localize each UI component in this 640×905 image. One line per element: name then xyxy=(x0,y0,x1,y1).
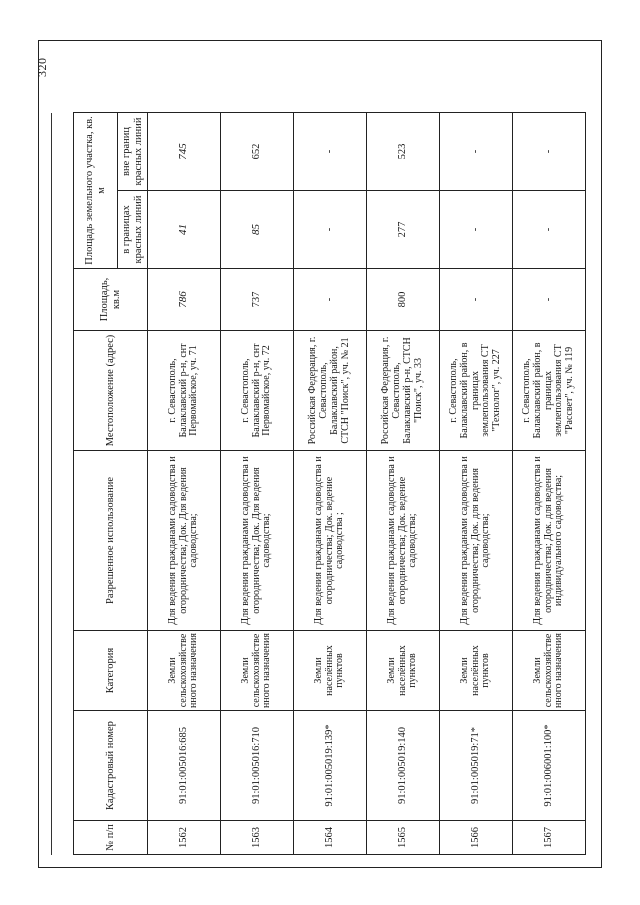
cell-outside-red: - xyxy=(440,112,513,190)
table-row xyxy=(294,112,367,854)
cell-location: Российская Федерация, г. Севастополь, Балаклавский р-н, СТСН "Поиск", уч. 33 xyxy=(367,331,440,451)
cell-inside-red: 41 xyxy=(148,191,221,269)
table-row xyxy=(148,112,221,854)
cell-num: 1563 xyxy=(221,821,294,855)
header-outside-red-lines: вне границ красных линий xyxy=(118,112,148,190)
header-usage: Разрешенное использование xyxy=(74,451,148,631)
cell-outside-red: - xyxy=(294,112,367,190)
cell-category: Земли населённых пунктов xyxy=(440,631,513,711)
cell-area: 737 xyxy=(221,269,294,331)
cell-area: - xyxy=(294,269,367,331)
cell-outside-red: 745 xyxy=(148,112,221,190)
table-row xyxy=(440,112,513,854)
table-row xyxy=(367,112,440,854)
cell-usage: Для ведения гражданами садоводства и огородничества; Док. Для ведения садоводства; xyxy=(148,451,221,631)
cell-area: 786 xyxy=(148,269,221,331)
cell-cadastral: 91:01:005019:140 xyxy=(367,711,440,821)
cell-location: г. Севастополь, Балаклавский район, в границах землепользования СТ "Рассвет", уч. № 119 xyxy=(513,331,586,451)
cell-outside-red: - xyxy=(513,112,586,190)
header-inside-red-lines: в границах красных линий xyxy=(118,191,148,269)
cell-category: Земли населённых пунктов xyxy=(367,631,440,711)
cell-category: Земли сельскохозяйстве нного назначения xyxy=(513,631,586,711)
cell-area: 800 xyxy=(367,269,440,331)
cell-usage: Для ведения гражданами садоводства и огородничества; Док. Для ведения садоводства; xyxy=(221,451,294,631)
table-row xyxy=(513,112,586,854)
land-plots-table xyxy=(73,112,586,855)
header-location: Местоположение (адрес) xyxy=(74,331,148,451)
page-frame xyxy=(35,40,602,868)
header-area: Площадь, кв.м xyxy=(74,269,148,331)
cell-cadastral: 91:01:005016:710 xyxy=(221,711,294,821)
cell-num: 1565 xyxy=(367,821,440,855)
cell-location: г. Севастополь, Балаклавский р-н, снт Первомайское, уч. 72 xyxy=(221,331,294,451)
table-row xyxy=(221,112,294,854)
cell-location: г. Севастополь, Балаклавский район, в границах землепользования СТ "Технолог", уч. 227 xyxy=(440,331,513,451)
page-number: 320 xyxy=(35,57,49,77)
cell-usage: Для ведения гражданами садоводства и огородничества; Док. для ведения садоводства; xyxy=(440,451,513,631)
cell-inside-red: 85 xyxy=(221,191,294,269)
page-rule xyxy=(51,113,52,855)
cell-location: Российская Федерация, г. Севастополь, Балаклавский район, СТСН "Поиск", уч. № 21 xyxy=(294,331,367,451)
header-cadastral: Кадастровый номер xyxy=(74,711,148,821)
cell-area: - xyxy=(513,269,586,331)
cell-num: 1564 xyxy=(294,821,367,855)
cell-usage: Для ведения гражданами садоводства и огородничества; Док. для ведения индивидуального садоводства; xyxy=(513,451,586,631)
cell-cadastral: 91:01:006001:100* xyxy=(513,711,586,821)
cell-outside-red: 652 xyxy=(221,112,294,190)
cell-inside-red: - xyxy=(440,191,513,269)
cell-inside-red: - xyxy=(294,191,367,269)
cell-inside-red: - xyxy=(513,191,586,269)
table-header-row xyxy=(74,112,118,854)
cell-area: - xyxy=(440,269,513,331)
header-land-area-group: Площадь земельного участка, кв. м xyxy=(74,112,118,268)
cell-cadastral: 91:01:005019:71* xyxy=(440,711,513,821)
header-category: Категория xyxy=(74,631,148,711)
cell-num: 1566 xyxy=(440,821,513,855)
cell-num: 1562 xyxy=(148,821,221,855)
cell-category: Земли сельскохозяйстве нного назначения xyxy=(148,631,221,711)
header-num: № п/п xyxy=(74,821,148,855)
cell-cadastral: 91:01:005019:139* xyxy=(294,711,367,821)
cell-category: Земли населённых пунктов xyxy=(294,631,367,711)
cell-outside-red: 523 xyxy=(367,112,440,190)
rotated-content xyxy=(35,41,603,869)
cell-num: 1567 xyxy=(513,821,586,855)
cell-cadastral: 91:01:005016:685 xyxy=(148,711,221,821)
cell-inside-red: 277 xyxy=(367,191,440,269)
cell-category: Земли сельскохозяйстве нного назначения xyxy=(221,631,294,711)
cell-usage: Для ведения гражданами садоводства и огородничества; Док. ведение садоводства; xyxy=(367,451,440,631)
cell-location: г. Севастополь, Балаклавский р-н, снт Первомайское, уч. 71 xyxy=(148,331,221,451)
cell-usage: Для ведения гражданами садоводства и огородничества; Док. ведение садоводства ; xyxy=(294,451,367,631)
